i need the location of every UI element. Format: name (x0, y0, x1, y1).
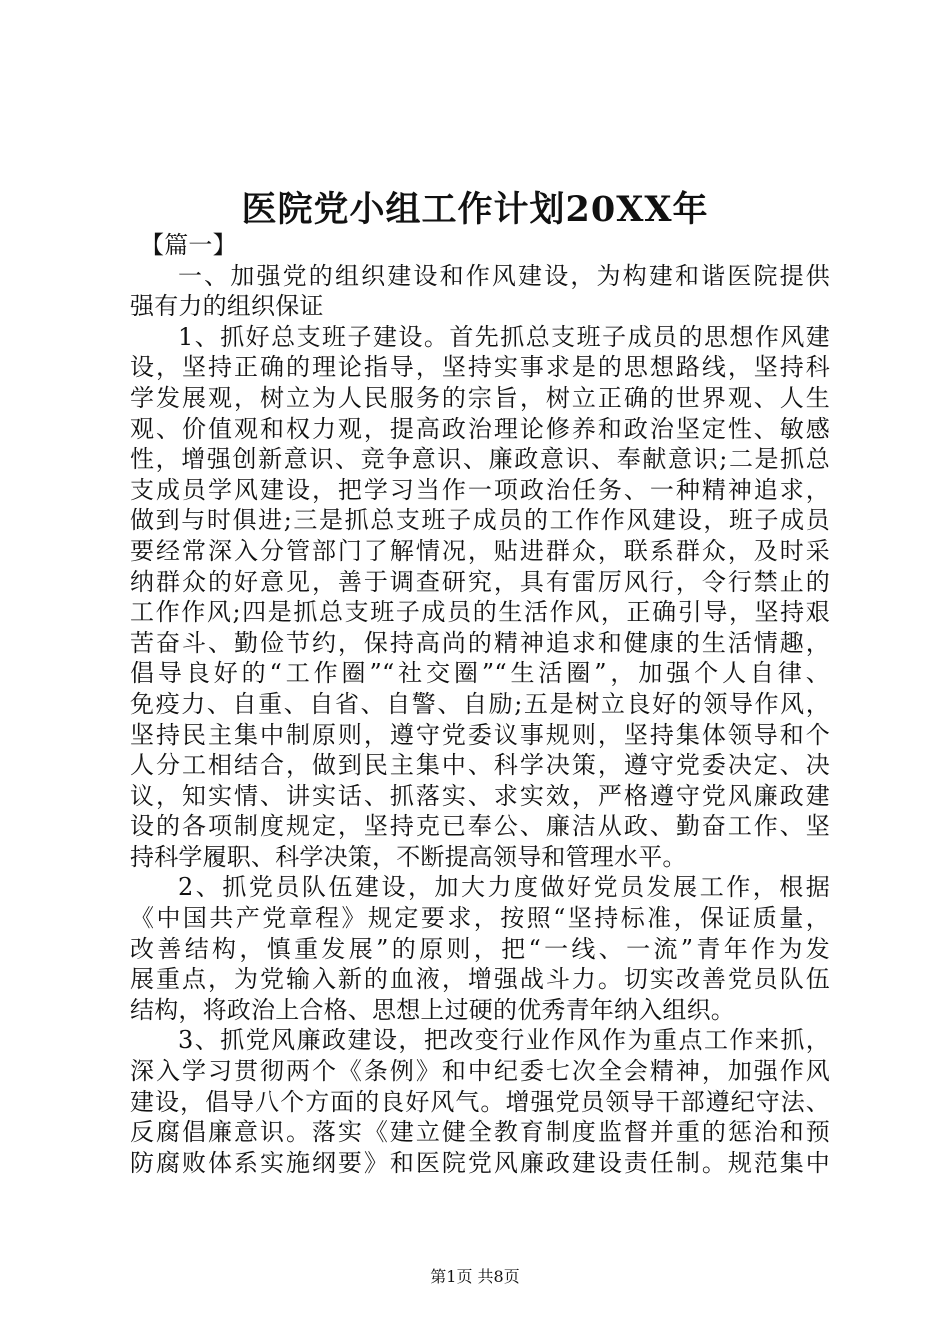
body-line: 设，坚持正确的理论指导，坚持实事求是的思想路线，坚持科 (130, 353, 830, 382)
body-line: 结构，将政治上合格、思想上过硬的优秀青年纳入组织。 (130, 995, 735, 1024)
body-line: 反腐倡廉意识。落实《建立健全教育制度监督并重的惩治和预 (130, 1118, 830, 1147)
body-line: 免疫力、自重、自省、自警、自励;五是树立良好的领导作风， (130, 689, 830, 718)
page-footer: 第1页 共8页 (430, 1267, 520, 1286)
document-title: 医院党小组工作计划20XX年 (241, 189, 709, 230)
document-body (130, 230, 830, 1178)
body-line: 改善结构，慎重发展”的原则，把“一线、一流”青年作为发 (130, 934, 830, 963)
body-line: 学发展观，树立为人民服务的宗旨，树立正确的世界观、人生 (130, 383, 830, 412)
body-line: 【篇一】 (140, 231, 237, 259)
body-line: 纳群众的好意见，善于调查研究，具有雷厉风行，令行禁止的 (130, 567, 830, 596)
body-line: 支成员学风建设，把学习当作一项政治任务、一种精神追求， (130, 475, 830, 504)
body-line: 1、抓好总支班子建设。首先抓总支班子成员的思想作风建 (178, 322, 830, 351)
body-line: 苦奋斗、勤俭节约，保持高尚的精神追求和健康的生活情趣， (130, 628, 830, 657)
body-line: 持科学履职、科学决策，不断提高领导和管理水平。 (130, 842, 687, 871)
body-line: 3、抓党风廉政建设，把改变行业作风作为重点工作来抓， (178, 1026, 830, 1055)
body-line: 坚持民主集中制原则，遵守党委议事规则，坚持集体领导和个 (130, 720, 830, 749)
body-line: 设的各项制度规定，坚持克已奉公、廉洁从政、勤奋工作、坚 (130, 812, 830, 841)
body-line: 建设，倡导八个方面的良好风气。增强党员领导干部遵纪守法、 (130, 1087, 830, 1116)
body-line: 2、抓党员队伍建设，加大力度做好党员发展工作，根据 (178, 873, 830, 902)
body-line: 一、加强党的组织建设和作风建设，为构建和谐医院提供 (178, 261, 830, 290)
body-line: 议，知实情、讲实话、抓落实、求实效，严格遵守党风廉政建 (130, 781, 830, 810)
body-line: 展重点，为党输入新的血液，增强战斗力。切实改善党员队伍 (130, 965, 830, 994)
body-line: 性，增强创新意识、竞争意识、廉政意识、奉献意识;二是抓总 (130, 445, 830, 474)
body-line: 防腐败体系实施纲要》和医院党风廉政建设责任制。规范集中 (130, 1148, 830, 1177)
body-line: 做到与时俱进;三是抓总支班子成员的工作作风建设，班子成员 (130, 506, 830, 535)
body-line: 强有力的组织保证 (130, 292, 324, 321)
body-line: 深入学习贯彻两个《条例》和中纪委七次全会精神，加强作风 (130, 1057, 830, 1086)
body-line: 《中国共产党章程》规定要求，按照“坚持标准，保证质量， (130, 904, 830, 933)
body-line: 工作作风;四是抓总支班子成员的生活作风，正确引导，坚持艰 (130, 598, 830, 627)
body-line: 倡导良好的“工作圈”“社交圈”“生活圈”，加强个人自律、 (130, 659, 830, 688)
body-line: 观、价值观和权力观，提高政治理论修养和政治坚定性、敏感 (130, 414, 830, 443)
body-line: 要经常深入分管部门了解情况，贴进群众，联系群众，及时采 (130, 536, 830, 565)
body-line: 人分工相结合，做到民主集中、科学决策，遵守党委决定、决 (130, 751, 830, 780)
